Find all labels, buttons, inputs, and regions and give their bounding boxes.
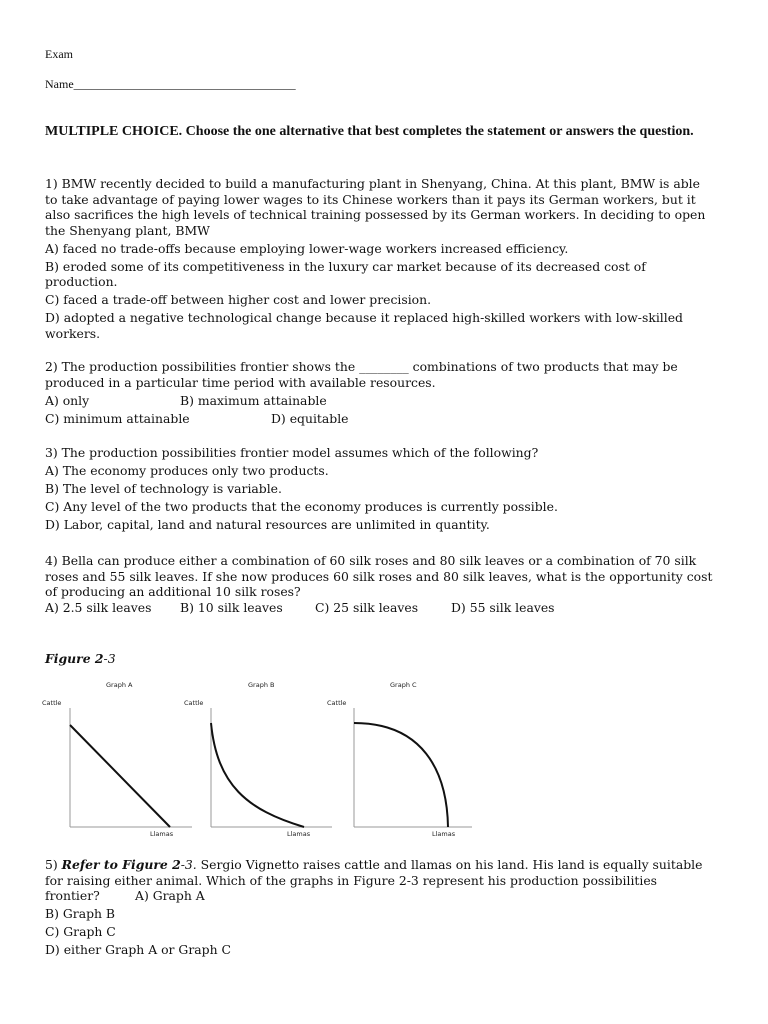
q1-option-a: A) faced no trade-offs because employing lower-wage workers increased efficiency. xyxy=(45,240,569,256)
q4-option-a: A) 2.5 silk leaves xyxy=(45,599,152,615)
graph-b-y-label: Cattle xyxy=(184,699,204,707)
figure-title-rest: -3 xyxy=(103,651,116,666)
q2-option-c: C) minimum attainable xyxy=(45,410,190,426)
q1-option-d xyxy=(45,310,730,341)
q5-stem-line-2: for raising either animal. Which of the graphs in Figure 2-3 represent his production possibilities xyxy=(45,872,658,888)
exam-label: Exam xyxy=(45,47,73,61)
q4-option-b: B) 10 silk leaves xyxy=(180,599,283,615)
q3-option-b: B) The level of technology is variable. xyxy=(45,481,282,496)
q2-options-row-2 xyxy=(45,411,730,427)
q3-stem: 3) The production possibilities frontier model assumes which of the following? xyxy=(45,445,539,460)
graph-a-title: Graph A xyxy=(106,681,133,689)
q5-number: 5) xyxy=(45,857,62,872)
q3-option-d: D) Labor, capital, land and natural resources are unlimited in quantity. xyxy=(45,517,490,532)
graph-a xyxy=(42,681,192,838)
graph-c-x-label: Llamas xyxy=(432,830,456,838)
graph-a-x-label: Llamas xyxy=(150,830,174,838)
q1-stem-line: the Shenyang plant, BMW xyxy=(45,222,210,238)
q4-option-c: C) 25 silk leaves xyxy=(315,599,419,615)
q5-stem-line-3 xyxy=(45,888,730,904)
question-3 xyxy=(45,445,730,533)
q4-stem-line: roses and 55 silk leaves. If she now produces 60 silk roses and 80 silk leaves, what is the opportunity cost xyxy=(45,568,713,584)
graph-b-x-label: Llamas xyxy=(287,830,311,838)
q2-stem-line: 2) The production possibilities frontier shows the ________ combinations of two products that may be xyxy=(45,359,678,374)
question-5 xyxy=(45,857,730,958)
q5-stem-line-3-text: frontier? xyxy=(45,888,100,903)
q4-options-row xyxy=(45,600,730,616)
q5-figure-ref-rest: -3. xyxy=(180,857,197,872)
graph-c-y-label: Cattle xyxy=(327,699,347,707)
figure-2-3-graphs xyxy=(42,675,472,845)
question-4 xyxy=(45,553,730,615)
graph-b-title: Graph B xyxy=(248,681,275,689)
q1-stem-line: 1) BMW recently decided to build a manufacturing plant in Shenyang, China. At this plant, BMW is able xyxy=(45,176,700,191)
q1-option-b xyxy=(45,259,730,290)
q3-option-a: A) The economy produces only two products. xyxy=(45,463,329,478)
q1-stem-line: to take advantage of paying lower wages to its Chinese workers than it pays its German workers, but it xyxy=(45,191,696,207)
q4-stem-line: 4) Bella can produce either a combination of 60 silk roses and 80 silk leaves or a combination of 70 silk xyxy=(45,553,697,568)
q1-option-d-line: D) adopted a negative technological change because it replaced high-skilled workers with low-skilled xyxy=(45,310,683,325)
q1-stem-line: also sacrifices the high levels of technical training possessed by its German workers. In deciding to open xyxy=(45,207,706,222)
q2-option-a: A) only xyxy=(45,392,90,408)
q1-option-c: C) faced a trade-off between higher cost and lower precision. xyxy=(45,292,432,307)
instructions: MULTIPLE CHOICE. Choose the one alternative that best completes the statement or answers the question. xyxy=(45,124,694,139)
graph-b xyxy=(184,681,332,838)
q1-option-d-line: workers. xyxy=(45,325,101,341)
graph-a-curve xyxy=(70,725,170,827)
figure-title-bold: Figure 2 xyxy=(45,651,104,666)
graph-b-curve xyxy=(211,723,304,827)
q1-option-b-line: production. xyxy=(45,274,118,289)
figure-title xyxy=(45,651,116,666)
q2-options-row-1 xyxy=(45,393,730,409)
q5-stem-rest: Sergio Vignetto raises cattle and llamas on his land. His land is equally suitable xyxy=(196,857,703,872)
name-line: Name_____________________________________ xyxy=(45,77,296,91)
question-1 xyxy=(45,176,730,341)
graph-a-y-label: Cattle xyxy=(42,699,62,707)
q1-option-b-line: B) eroded some of its competitiveness in the luxury car market because of its decreased cost of xyxy=(45,258,646,274)
q5-figure-ref-bold: Refer to Figure 2 xyxy=(61,857,181,872)
q2-option-d: D) equitable xyxy=(271,410,349,426)
graph-c-title: Graph C xyxy=(390,681,417,689)
q2-option-b: B) maximum attainable xyxy=(180,392,327,408)
q5-stem-line-1 xyxy=(45,857,730,873)
q5-figure-ref xyxy=(62,857,197,872)
graph-c-curve xyxy=(354,723,448,827)
q5-option-a: A) Graph A xyxy=(135,888,205,903)
q2-stem-line: produced in a particular time period with available resources. xyxy=(45,374,436,390)
q4-option-d: D) 55 silk leaves xyxy=(451,599,555,615)
question-2 xyxy=(45,359,730,426)
graph-c xyxy=(327,681,472,838)
q4-stem-line: of producing an additional 10 silk roses? xyxy=(45,584,301,599)
q5-option-d: D) either Graph A or Graph C xyxy=(45,942,231,957)
q5-option-c: C) Graph C xyxy=(45,924,116,939)
q3-option-c: C) Any level of the two products that the economy produces is currently possible. xyxy=(45,499,558,514)
q5-option-b: B) Graph B xyxy=(45,906,116,921)
